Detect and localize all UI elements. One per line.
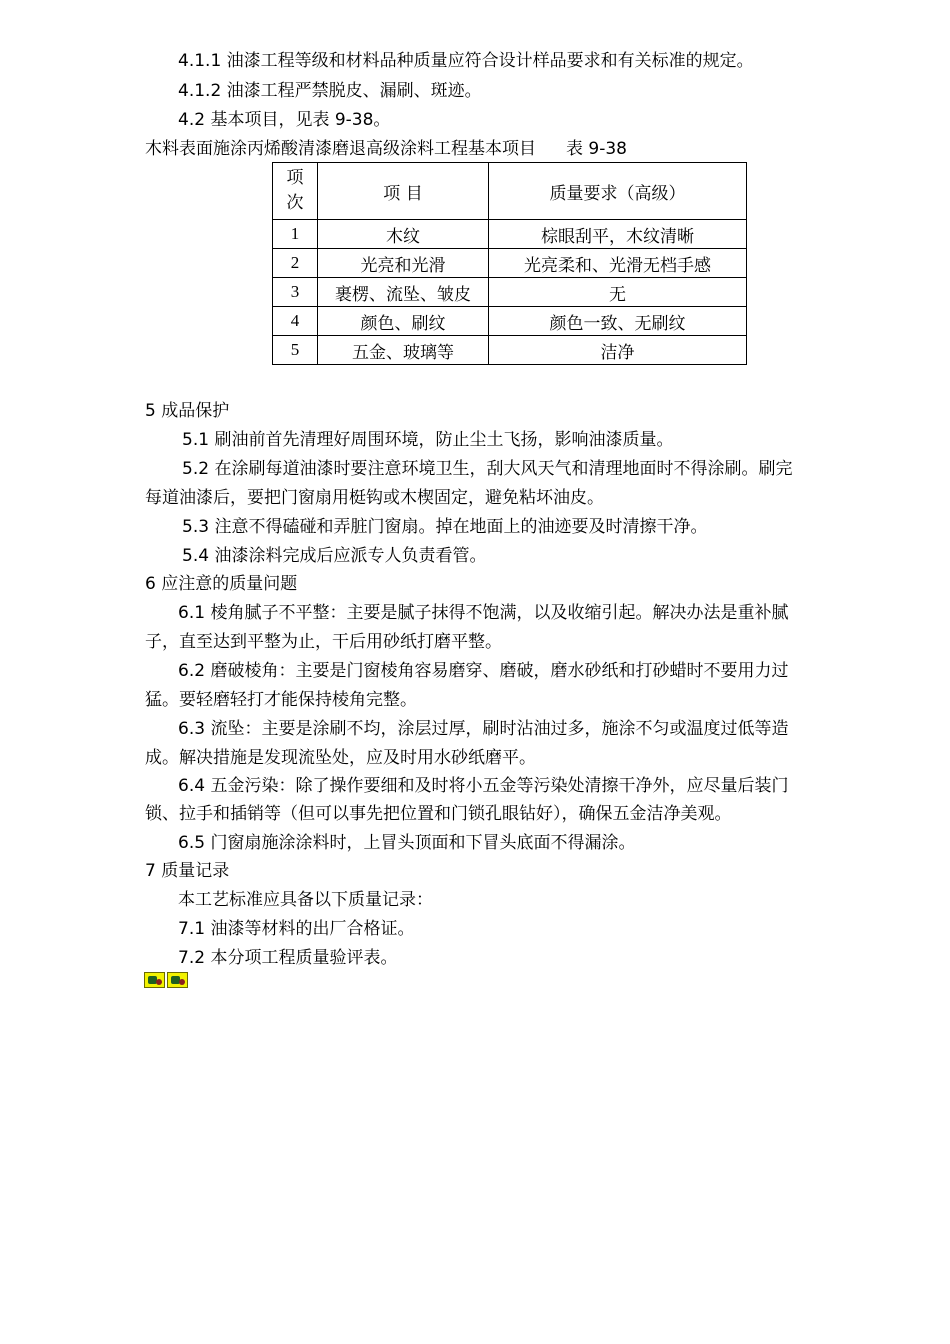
section-6-heading: 6 应注意的质量问题: [145, 574, 298, 594]
table-row: [273, 278, 747, 307]
section-7-intro: 本工艺标准应具备以下质量记录：: [178, 890, 433, 910]
clause-5-3: 5.3 注意不得磕碰和弄脏门窗扇。掉在地面上的油迹要及时清擦干净。: [182, 517, 708, 537]
clause-6-4-line1: 6.4 五金污染：除了操作要细和及时将小五金等污染处清擦干净外，应尽量后装门: [178, 776, 789, 796]
clause-7-1: 7.1 油漆等材料的出厂合格证。: [178, 919, 415, 939]
navigation-icon[interactable]: [167, 972, 188, 988]
clause-4-2: 4.2 基本项目，见表 9-38。: [178, 110, 391, 130]
row-item: 五金、玻璃等: [318, 336, 489, 365]
clause-4-1-1: 4.1.1 油漆工程等级和材料品种质量应符合设计样品要求和有关标准的规定。: [178, 51, 754, 71]
navigation-icons: [144, 972, 188, 988]
navigation-icon[interactable]: [144, 972, 165, 988]
clause-6-5: 6.5 门窗扇施涂涂料时，上冒头顶面和下冒头底面不得漏涂。: [178, 833, 636, 853]
table-row: [273, 336, 747, 365]
header-item: 项 目: [318, 163, 489, 220]
row-requirement: 洁净: [489, 336, 747, 365]
clause-5-2-line1: 5.2 在涂刷每道油漆时要注意环境卫生，刮大风天气和清理地面时不得涂刷。刷完: [182, 459, 793, 479]
quality-table: [272, 162, 747, 365]
row-no: 2: [273, 249, 318, 278]
clause-6-2-line2: 猛。要轻磨轻打才能保持棱角完整。: [145, 690, 417, 710]
row-item: 裹楞、流坠、皱皮: [318, 278, 489, 307]
row-item: 光亮和光滑: [318, 249, 489, 278]
row-requirement: 颜色一致、无刷纹: [489, 307, 747, 336]
clause-7-2: 7.2 本分项工程质量验评表。: [178, 948, 398, 968]
table-caption: [145, 138, 627, 160]
row-item: 木纹: [318, 220, 489, 249]
clause-5-4: 5.4 油漆涂料完成后应派专人负责看管。: [182, 546, 487, 566]
clause-6-3-line1: 6.3 流坠：主要是涂刷不均，涂层过厚，刷时沾油过多，施涂不匀或温度过低等造: [178, 719, 789, 739]
clause-6-1-line2: 子，直至达到平整为止，干后用砂纸打磨平整。: [145, 632, 502, 652]
table-number: 表 9-38: [566, 139, 627, 159]
table-header-row: [273, 163, 747, 220]
row-no: 5: [273, 336, 318, 365]
row-requirement: 光亮柔和、光滑无档手感: [489, 249, 747, 278]
row-requirement: 棕眼刮平，木纹清晰: [489, 220, 747, 249]
table-row: [273, 220, 747, 249]
clause-5-1: 5.1 刷油前首先清理好周围环境，防止尘土飞扬，影响油漆质量。: [182, 430, 674, 450]
clause-5-2-line2: 每道油漆后，要把门窗扇用梃钩或木楔固定，避免粘坏油皮。: [145, 488, 604, 508]
section-5-heading: 5 成品保护: [145, 401, 230, 421]
row-requirement: 无: [489, 278, 747, 307]
row-no: 4: [273, 307, 318, 336]
clause-6-3-line2: 成。解决措施是发现流坠处，应及时用水砂纸磨平。: [145, 748, 536, 768]
clause-6-1-line1: 6.1 棱角腻子不平整：主要是腻子抹得不饱满，以及收缩引起。解决办法是重补腻: [178, 603, 789, 623]
row-item: 颜色、刷纹: [318, 307, 489, 336]
section-7-heading: 7 质量记录: [145, 861, 230, 881]
row-no: 1: [273, 220, 318, 249]
header-requirement: 质量要求（高级）: [489, 163, 747, 220]
table-caption-title: 木料表面施涂丙烯酸清漆磨退高级涂料工程基本项目: [145, 139, 536, 159]
clause-6-4-line2: 锁、拉手和插销等（但可以事先把位置和门锁孔眼钻好），确保五金洁净美观。: [145, 804, 732, 824]
clause-6-2-line1: 6.2 磨破棱角：主要是门窗棱角容易磨穿、磨破，磨水砂纸和打砂蜡时不要用力过: [178, 661, 789, 681]
table-row: [273, 307, 747, 336]
table-row: [273, 249, 747, 278]
row-no: 3: [273, 278, 318, 307]
header-item-no: 项 次: [273, 163, 318, 220]
clause-4-1-2: 4.1.2 油漆工程严禁脱皮、漏刷、斑迹。: [178, 81, 482, 101]
